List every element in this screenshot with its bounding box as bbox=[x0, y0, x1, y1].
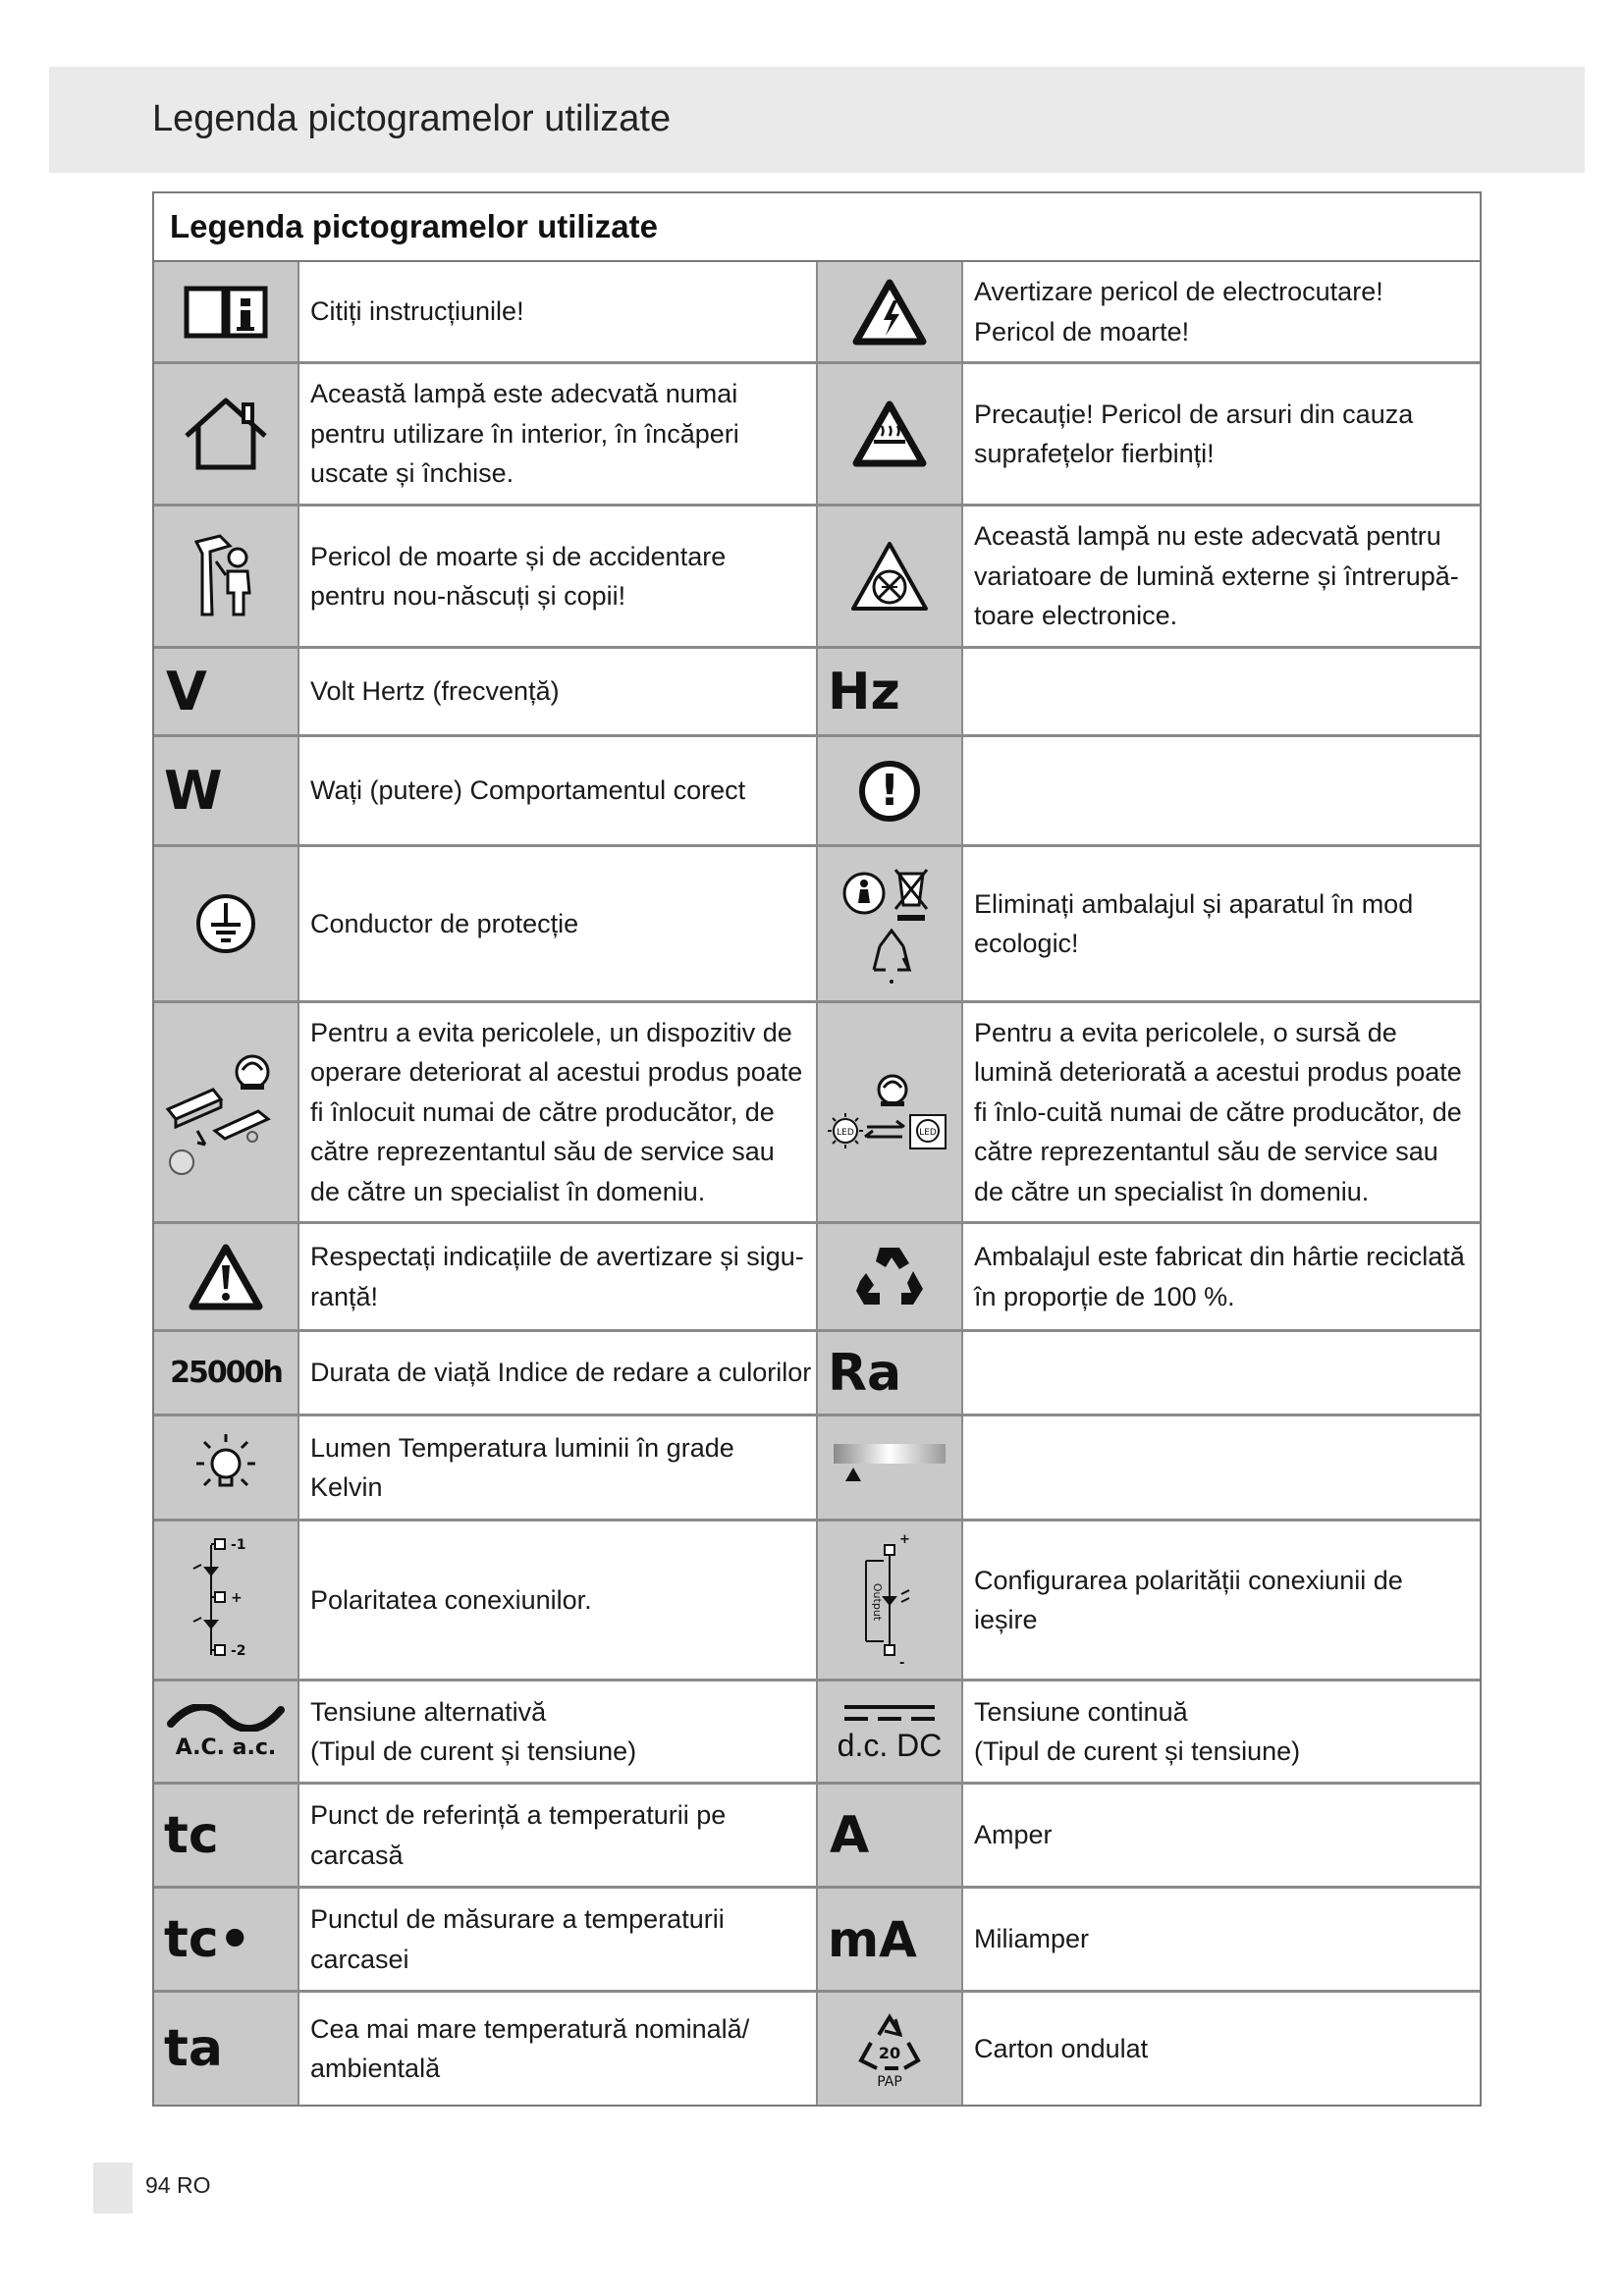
lumen-bulb-icon bbox=[154, 1416, 299, 1519]
recycling-code: 20 bbox=[878, 2044, 901, 2062]
replace-led-icon bbox=[818, 1003, 963, 1221]
table-row bbox=[154, 262, 1480, 364]
legend-description: Lumen Temperatura luminii în grade Kelvin bbox=[299, 1416, 818, 1519]
table-row bbox=[154, 1416, 1480, 1522]
legend-description: Respectați indicațiile de avertizare și sigu-ranță! bbox=[299, 1224, 818, 1329]
output-label: Output bbox=[871, 1582, 884, 1622]
table-row bbox=[154, 1003, 1480, 1224]
warning-triangle-icon bbox=[154, 1224, 299, 1329]
legend-description: Eliminați ambalajul și aparatul în mod ecologic! bbox=[974, 888, 1414, 958]
legend-description: Pentru a evita pericolele, un dispozitiv de operare deteriorat al acestui produs poate fi înlocuit numai de către producător, de către reprezentantul său de service sau de către un specialist în domeniu. bbox=[299, 1003, 818, 1221]
legend-description: Pericol de moarte și de accidentare pentru nou-născuți și copii! bbox=[299, 507, 818, 646]
legend-description: Această lampă nu este adecvată pentru variatoare de lumină externe și întrerupă-toare electronice. bbox=[974, 521, 1459, 631]
legend-description: Punct de referință a temperaturii pe carcasă bbox=[299, 1785, 818, 1886]
legend-description bbox=[299, 1682, 818, 1782]
table-row bbox=[154, 649, 1480, 737]
table-row bbox=[154, 1522, 1480, 1682]
watt-icon: W bbox=[154, 737, 299, 844]
polarity-label: -1 bbox=[231, 1537, 246, 1553]
legend-description: Miliamper bbox=[974, 1924, 1090, 1954]
footer-marker bbox=[93, 2163, 133, 2214]
electric-hazard-icon bbox=[818, 262, 963, 361]
lifetime-icon: 25000h bbox=[154, 1332, 299, 1414]
dc-icon: d.c. DC bbox=[818, 1682, 963, 1782]
legend-description: Punctul de măsurare a temperaturii carcasei bbox=[299, 1889, 818, 1990]
pictogram-legend-table bbox=[152, 191, 1482, 2107]
pap20-icon bbox=[818, 1993, 963, 2105]
table-row bbox=[154, 1332, 1480, 1416]
hertz-icon: Hz bbox=[818, 649, 963, 734]
legend-description: Durata de viață Indice de redare a culorilor bbox=[299, 1332, 818, 1414]
legend-description: Cea mai mare temperatură nominală/ ambientală bbox=[299, 1993, 818, 2105]
table-row bbox=[154, 1224, 1480, 1332]
description-line: Tensiune alternativă bbox=[310, 1696, 547, 1727]
legend-description: Wați (putere) Comportamentul corect bbox=[299, 737, 818, 844]
legend-description: Ambalajul este fabricat din hârtie reciclată în proporție de 100 %. bbox=[974, 1242, 1465, 1311]
volt-icon: V bbox=[154, 649, 299, 734]
no-dimmer-icon bbox=[818, 507, 963, 646]
ta-icon: ta bbox=[154, 1993, 299, 2105]
page-number: 94 RO bbox=[145, 2172, 211, 2198]
polarity-label: -2 bbox=[231, 1643, 246, 1659]
legend-description: Avertizare pericol de electrocutare! Pericol de moarte! bbox=[974, 277, 1383, 347]
table-row bbox=[154, 364, 1480, 507]
table-row bbox=[154, 507, 1480, 649]
legend-description: Carton ondulat bbox=[974, 2033, 1149, 2063]
table-row bbox=[154, 1889, 1480, 1993]
legend-description: Citiți instrucțiunile! bbox=[299, 262, 818, 361]
legend-description: Configurarea polarității conexiunii de ieșire bbox=[974, 1565, 1403, 1634]
material-code: PAP bbox=[877, 2074, 902, 2090]
led-label: LED bbox=[837, 1128, 854, 1138]
table-row bbox=[154, 1993, 1480, 2105]
output-plus-label: + bbox=[899, 1532, 910, 1547]
legend-description bbox=[963, 737, 1480, 844]
output-minus-label: - bbox=[899, 1656, 905, 1669]
exclamation-circle-icon: ! bbox=[818, 737, 963, 844]
legend-description: Această lampă este adecvată numai pentru utilizare în interior, în încăperi uscate și închise. bbox=[299, 364, 818, 504]
indoor-house-icon bbox=[154, 364, 299, 504]
legend-description: Amper bbox=[974, 1820, 1053, 1850]
description-line: (Tipul de curent și tensiune) bbox=[310, 1736, 637, 1766]
recycle-icon bbox=[818, 1224, 963, 1329]
tc-icon: tc bbox=[154, 1785, 299, 1886]
ra-icon: Ra bbox=[818, 1332, 963, 1414]
output-polarity-icon bbox=[818, 1522, 963, 1679]
ac-icon: A.C. a.c. bbox=[154, 1682, 299, 1782]
page-header-title: Legenda pictogramelor utilizate bbox=[152, 98, 672, 139]
milliampere-icon: mA bbox=[818, 1889, 963, 1990]
read-instructions-icon bbox=[154, 262, 299, 361]
protective-earth-icon bbox=[154, 847, 299, 1000]
hot-surface-icon bbox=[818, 364, 963, 504]
description-line: (Tipul de curent și tensiune) bbox=[974, 1736, 1301, 1766]
legend-description: Precauție! Pericol de arsuri din cauza suprafețelor fierbinți! bbox=[974, 399, 1414, 468]
legend-description bbox=[963, 649, 1480, 734]
legend-description: Volt Hertz (frecvență) bbox=[299, 649, 818, 734]
description-line: Tensiune continuă bbox=[974, 1696, 1188, 1727]
legend-description bbox=[963, 1332, 1480, 1414]
ampere-icon: A bbox=[818, 1785, 963, 1886]
table-row bbox=[154, 847, 1480, 1003]
legend-description: Polaritatea conexiunilor. bbox=[299, 1522, 818, 1679]
legend-description: Pentru a evita pericolele, o sursă de lumină deteriorată a acestui produs poate fi înlo-cuită numai de către producător, de către reprezentantul său de service sau de către un specialist în domeniu. bbox=[974, 1017, 1462, 1206]
polarity-icon bbox=[154, 1522, 299, 1679]
table-row bbox=[154, 737, 1480, 847]
legend-description bbox=[963, 1416, 1480, 1519]
tc-point-icon: tc• bbox=[154, 1889, 299, 1990]
replace-driver-icon bbox=[154, 1003, 299, 1221]
table-row bbox=[154, 1785, 1480, 1889]
kelvin-scale-icon bbox=[818, 1416, 963, 1519]
child-danger-icon bbox=[154, 507, 299, 646]
disposal-icon bbox=[818, 847, 963, 1000]
legend-description: Conductor de protecție bbox=[299, 847, 818, 1000]
header-band bbox=[49, 67, 1585, 173]
table-row bbox=[154, 1682, 1480, 1785]
table-title: Legenda pictogramelor utilizate bbox=[170, 208, 658, 244]
table-title-row bbox=[154, 193, 1480, 262]
led-label: LED bbox=[919, 1128, 937, 1138]
legend-description bbox=[963, 1682, 1480, 1782]
polarity-label: + bbox=[231, 1590, 243, 1606]
